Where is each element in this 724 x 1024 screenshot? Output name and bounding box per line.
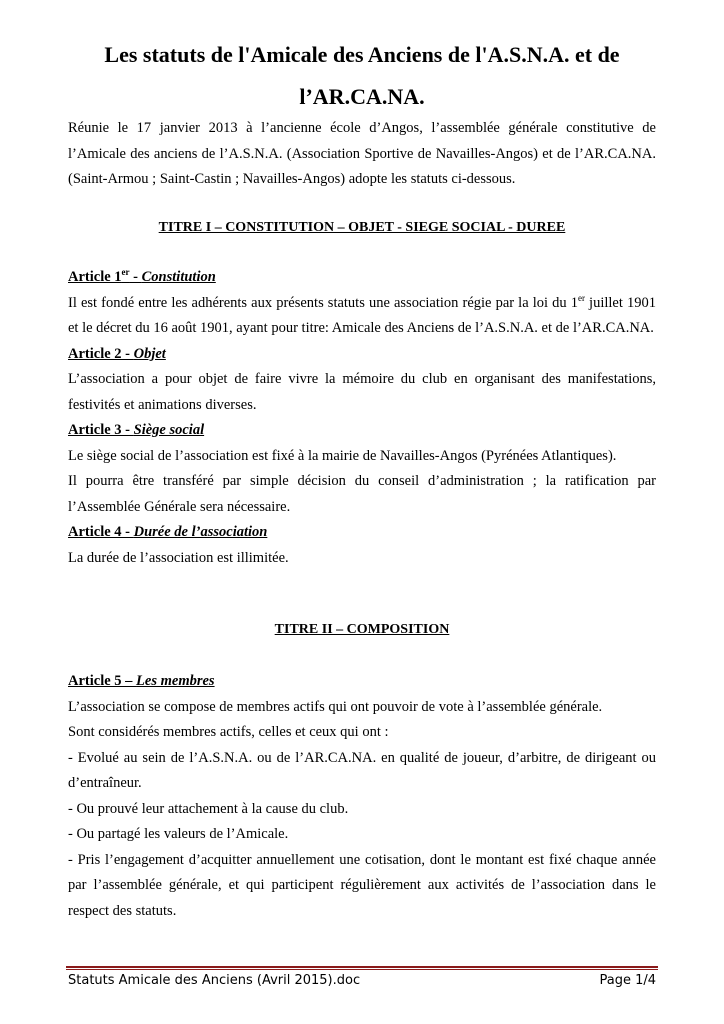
article-4-text: La durée de l’association est illimitée. bbox=[68, 549, 289, 566]
article-5-item-1: - Evolué au sein de l’A.S.N.A. ou de l’AR.CA.NA. en qualité de joueur, d’arbitre, de dirigeant ou d’entraîneur. bbox=[68, 749, 656, 791]
title-line-1: Les statuts de l'Amicale des Anciens de l'A.S.N.A. et de bbox=[104, 42, 620, 67]
intro-paragraph: Réunie le 17 janvier 2013 à l’ancienne école d’Angos, l’assemblée générale constitutive de l’Amicale des anciens de l’A.S.N.A. (Association Sportive de Navailles-Angos) et de l’AR.CA.NA. (Saint-Armou ; Saint-Castin ; Navailles-Angos) adopte les statuts ci-dessous. bbox=[68, 120, 656, 187]
article-2-text: L’association a pour objet de faire vivre la mémoire du club en organisant des manifestations, festivités et animations diverses. bbox=[68, 371, 656, 413]
article-1-text-a: Il est fondé entre les adhérents aux présents statuts une association régie par la loi du 1 bbox=[68, 294, 578, 311]
article-1-text-b: juillet 1901 et le décret du 16 août 1901, ayant pour titre: Amicale des Anciens de l’A.S.N.A. et de l’AR.CA.NA. bbox=[68, 294, 656, 336]
article-1-name: Constitution bbox=[141, 269, 216, 285]
article-3-label: Article 3 - bbox=[68, 422, 134, 438]
article-5-name: Les membres bbox=[136, 673, 215, 689]
footer-rule-thick bbox=[66, 966, 658, 968]
article-5-item-2: - Ou prouvé leur attachement à la cause du club. bbox=[68, 800, 349, 817]
footer-filename: Statuts Amicale des Anciens (Avril 2015).doc bbox=[68, 973, 361, 988]
article-3-text-2: Il pourra être transféré par simple décision du conseil d’administration ; la ratification par l’Assemblée Générale sera nécessaire. bbox=[68, 473, 656, 515]
article-3-name: Siège social bbox=[133, 422, 205, 438]
article-2-heading bbox=[68, 342, 656, 368]
article-2-name: Objet bbox=[133, 345, 166, 362]
article-3-heading bbox=[68, 418, 656, 444]
title-line-2: l’AR.CA.NA. bbox=[299, 84, 425, 109]
article-2-label: Article 2 - bbox=[68, 345, 134, 362]
page-footer bbox=[68, 973, 656, 988]
article-5-text-2: Sont considérés membres actifs, celles et ceux qui ont : bbox=[68, 724, 389, 740]
article-1-text-sup: er bbox=[577, 292, 585, 303]
article-5-item-3: - Ou partagé les valeurs de l’Amicale. bbox=[68, 826, 289, 842]
document-title bbox=[68, 34, 656, 118]
article-1 bbox=[68, 265, 656, 571]
titre-1-heading: TITRE I – CONSTITUTION – OBJET - SIEGE SOCIAL - DUREE bbox=[158, 220, 566, 235]
article-1-sep: - bbox=[129, 269, 142, 285]
article-1-heading bbox=[68, 265, 656, 291]
article-4-name: Durée de l’association bbox=[133, 524, 268, 540]
footer-page-number: Page 1/4 bbox=[599, 973, 656, 988]
article-3-text-1: Le siège social de l’association est fixé à la mairie de Navailles-Angos (Pyrénées Atlantiques). bbox=[68, 447, 617, 464]
article-5-label: Article 5 – bbox=[68, 673, 137, 689]
article-1-label-sup: er bbox=[121, 267, 130, 278]
article-1-text bbox=[68, 291, 656, 342]
article-5-heading bbox=[68, 669, 656, 695]
article-5-item-4: - Pris l’engagement d’acquitter annuellement une cotisation, dont le montant est fixé chaque année par l’assemblée générale, et qui participent régulièrement aux activités de l’association dans le respect des statuts. bbox=[68, 851, 656, 919]
article-5 bbox=[68, 669, 656, 924]
article-4-label: Article 4 - bbox=[68, 524, 134, 540]
article-1-label: Article 1 bbox=[68, 269, 122, 285]
footer-rule-thin bbox=[66, 969, 658, 970]
article-5-text-1: L’association se compose de membres actifs qui ont pouvoir de vote à l’assemblée générale. bbox=[68, 698, 603, 715]
titre-2-heading: TITRE II – COMPOSITION bbox=[274, 622, 450, 637]
article-4-heading bbox=[68, 520, 656, 546]
